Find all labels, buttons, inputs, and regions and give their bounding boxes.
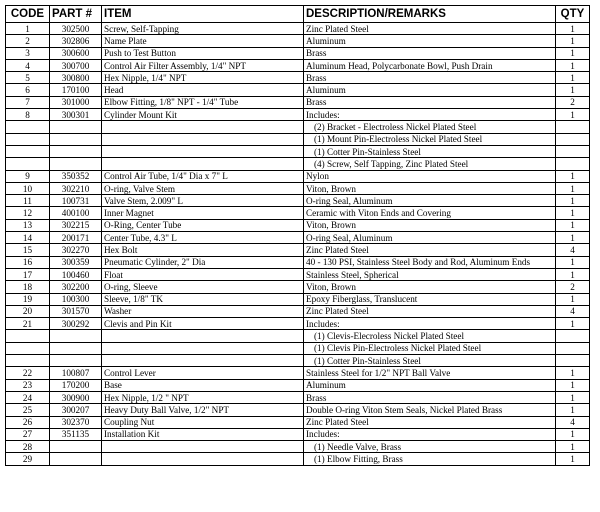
part-cell: 300292 [50,318,102,330]
item-cell [102,133,304,145]
table-row [6,232,590,244]
code-cell [6,342,50,354]
code-cell [6,145,50,157]
item-cell: Push to Test Button [102,47,304,59]
table-subrow [6,342,590,354]
qty-cell [556,342,590,354]
qty-cell: 1 [556,84,590,96]
description-cell: Ceramic with Viton Ends and Covering [304,207,556,219]
part-cell [50,158,102,170]
qty-cell: 1 [556,35,590,47]
code-cell: 19 [6,293,50,305]
part-cell: 200171 [50,232,102,244]
item-cell: Float [102,268,304,280]
part-cell: 300359 [50,256,102,268]
table-row [6,170,590,182]
description-cell: (1) Mount Pin-Electroless Nickel Plated Steel [304,133,556,145]
code-cell: 25 [6,404,50,416]
table-subrow [6,158,590,170]
qty-cell [556,145,590,157]
description-cell: Zinc Plated Steel [304,244,556,256]
qty-cell: 1 [556,256,590,268]
item-cell: Inner Magnet [102,207,304,219]
part-cell: 302500 [50,23,102,35]
code-cell [6,355,50,367]
description-cell: Zinc Plated Steel [304,416,556,428]
code-cell: 24 [6,391,50,403]
table-row [6,416,590,428]
qty-cell: 1 [556,109,590,121]
item-cell: Screw, Self-Tapping [102,23,304,35]
item-cell: Clevis and Pin Kit [102,318,304,330]
code-cell: 7 [6,96,50,108]
code-cell: 4 [6,59,50,71]
description-cell: (4) Screw, Self Tapping, Zinc Plated Steel [304,158,556,170]
item-cell: Pneumatic Cylinder, 2" Dia [102,256,304,268]
table-row [6,281,590,293]
item-cell [102,355,304,367]
description-cell: Brass [304,72,556,84]
description-cell: Stainless Steel for 1/2" NPT Ball Valve [304,367,556,379]
table-row [6,367,590,379]
qty-cell: 1 [556,182,590,194]
part-cell: 302200 [50,281,102,293]
qty-cell: 1 [556,23,590,35]
description-cell: Aluminum [304,379,556,391]
part-cell [50,342,102,354]
description-cell: Zinc Plated Steel [304,305,556,317]
qty-cell: 1 [556,219,590,231]
table-row [6,72,590,84]
part-cell: 100460 [50,268,102,280]
code-cell: 11 [6,195,50,207]
description-cell: Brass [304,96,556,108]
table-row [6,35,590,47]
qty-cell: 2 [556,96,590,108]
code-cell: 9 [6,170,50,182]
description-cell: (1) Elbow Fitting, Brass [304,453,556,465]
item-cell: Cylinder Mount Kit [102,109,304,121]
table-subrow [6,453,590,465]
description-cell: Includes: [304,428,556,440]
table-row [6,268,590,280]
qty-cell: 1 [556,391,590,403]
code-cell [6,330,50,342]
code-cell: 18 [6,281,50,293]
item-cell: Valve Stem, 2.009" L [102,195,304,207]
table-subrow [6,355,590,367]
part-cell [50,145,102,157]
item-cell: Coupling Nut [102,416,304,428]
part-cell [50,133,102,145]
description-cell: (1) Cotter Pin-Stainless Steel [304,355,556,367]
item-cell: Heavy Duty Ball Valve, 1/2" NPT [102,404,304,416]
part-cell [50,121,102,133]
code-cell: 29 [6,453,50,465]
item-header: ITEM [102,6,304,23]
description-cell: (1) Cotter Pin-Stainless Steel [304,145,556,157]
part-cell: 300700 [50,59,102,71]
item-cell: Control Air Filter Assembly, 1/4" NPT [102,59,304,71]
description-cell: 40 - 130 PSI, Stainless Steel Body and Rod, Aluminum Ends [304,256,556,268]
qty-cell: 4 [556,305,590,317]
code-cell: 26 [6,416,50,428]
table-row [6,109,590,121]
item-cell: Hex Nipple, 1/2 " NPT [102,391,304,403]
table-row [6,318,590,330]
qty-cell: 1 [556,72,590,84]
qty-cell: 2 [556,281,590,293]
header-row [6,6,590,23]
table-row [6,256,590,268]
item-cell: Head [102,84,304,96]
parts-table [5,5,590,466]
item-cell [102,453,304,465]
description-cell: Includes: [304,318,556,330]
item-cell: O-Ring, Center Tube [102,219,304,231]
part-cell [50,330,102,342]
item-cell: Installation Kit [102,428,304,440]
description-cell: O-ring Seal, Aluminum [304,232,556,244]
qty-cell: 1 [556,268,590,280]
part-cell [50,453,102,465]
description-cell: Aluminum [304,35,556,47]
code-cell [6,133,50,145]
table-row [6,305,590,317]
table-subrow [6,121,590,133]
code-cell: 1 [6,23,50,35]
table-subrow [6,145,590,157]
code-cell: 13 [6,219,50,231]
item-cell: O-ring, Valve Stem [102,182,304,194]
item-cell [102,121,304,133]
part-cell: 302215 [50,219,102,231]
description-cell: Aluminum Head, Polycarbonate Bowl, Push Drain [304,59,556,71]
item-cell: Hex Nipple, 1/4" NPT [102,72,304,84]
code-cell: 17 [6,268,50,280]
qty-cell: 1 [556,195,590,207]
item-cell: Control Air Tube, 1/4" Dia x 7" L [102,170,304,182]
description-cell: Brass [304,47,556,59]
item-cell [102,330,304,342]
description-cell: Epoxy Fiberglass, Translucent [304,293,556,305]
qty-cell [556,133,590,145]
code-cell: 28 [6,441,50,453]
item-cell [102,158,304,170]
code-cell: 5 [6,72,50,84]
parts-list [5,5,590,466]
description-header: DESCRIPTION/REMARKS [304,6,556,23]
code-cell: 27 [6,428,50,440]
code-header: CODE [6,6,50,23]
part-cell: 301570 [50,305,102,317]
qty-cell: 1 [556,170,590,182]
part-cell: 300900 [50,391,102,403]
table-row [6,84,590,96]
part-cell: 100731 [50,195,102,207]
description-cell: Brass [304,391,556,403]
item-cell: Name Plate [102,35,304,47]
description-cell: (2) Bracket - Electroless Nickel Plated Steel [304,121,556,133]
part-header: PART # [50,6,102,23]
description-cell: (1) Needle Valve, Brass [304,441,556,453]
qty-cell: 1 [556,404,590,416]
table-row [6,207,590,219]
part-cell: 302806 [50,35,102,47]
qty-cell: 1 [556,207,590,219]
code-cell: 14 [6,232,50,244]
item-cell [102,441,304,453]
table-subrow [6,441,590,453]
qty-cell: 1 [556,318,590,330]
code-cell [6,158,50,170]
code-cell: 20 [6,305,50,317]
part-cell: 351135 [50,428,102,440]
qty-cell: 1 [556,367,590,379]
qty-cell: 4 [556,244,590,256]
part-cell: 302270 [50,244,102,256]
item-cell [102,145,304,157]
part-cell: 302210 [50,182,102,194]
part-cell: 170200 [50,379,102,391]
parts-table-body [6,23,590,466]
code-cell: 10 [6,182,50,194]
part-cell: 300800 [50,72,102,84]
qty-cell: 1 [556,379,590,391]
description-cell: Aluminum [304,84,556,96]
code-cell: 6 [6,84,50,96]
table-row [6,23,590,35]
qty-cell: 1 [556,59,590,71]
part-cell: 170100 [50,84,102,96]
part-cell [50,355,102,367]
qty-cell: 1 [556,441,590,453]
qty-cell [556,355,590,367]
table-row [6,404,590,416]
qty-cell [556,158,590,170]
table-row [6,428,590,440]
description-cell: Viton, Brown [304,182,556,194]
table-row [6,379,590,391]
description-cell: Zinc Plated Steel [304,23,556,35]
table-subrow [6,330,590,342]
item-cell: Sleeve, 1/8" TK [102,293,304,305]
part-cell: 300600 [50,47,102,59]
description-cell: Stainless Steel, Spherical [304,268,556,280]
description-cell: Includes: [304,109,556,121]
qty-cell [556,121,590,133]
table-row [6,391,590,403]
table-row [6,96,590,108]
qty-cell: 1 [556,47,590,59]
code-cell [6,121,50,133]
part-cell: 300207 [50,404,102,416]
code-cell: 3 [6,47,50,59]
description-cell: Viton, Brown [304,219,556,231]
item-cell: Elbow Fitting, 1/8" NPT - 1/4" Tube [102,96,304,108]
qty-cell: 1 [556,293,590,305]
item-cell: Washer [102,305,304,317]
code-cell: 8 [6,109,50,121]
part-cell: 350352 [50,170,102,182]
qty-cell: 4 [556,416,590,428]
item-cell: O-ring, Sleeve [102,281,304,293]
code-cell: 12 [6,207,50,219]
table-subrow [6,133,590,145]
part-cell: 300301 [50,109,102,121]
qty-cell [556,330,590,342]
part-cell: 100300 [50,293,102,305]
part-cell: 302370 [50,416,102,428]
description-cell: Double O-ring Viton Stem Seals, Nickel Plated Brass [304,404,556,416]
description-cell: O-ring Seal, Aluminum [304,195,556,207]
part-cell: 301000 [50,96,102,108]
description-cell: Nylon [304,170,556,182]
code-cell: 16 [6,256,50,268]
item-cell: Control Lever [102,367,304,379]
code-cell: 23 [6,379,50,391]
code-cell: 21 [6,318,50,330]
part-cell: 100807 [50,367,102,379]
qty-cell: 1 [556,428,590,440]
table-row [6,47,590,59]
part-cell [50,441,102,453]
item-cell: Center Tube, 4.3" L [102,232,304,244]
item-cell: Base [102,379,304,391]
qty-cell: 1 [556,453,590,465]
table-row [6,59,590,71]
description-cell: (1) Clevis Pin-Electroless Nickel Plated Steel [304,342,556,354]
code-cell: 15 [6,244,50,256]
part-cell: 400100 [50,207,102,219]
table-row [6,182,590,194]
table-row [6,293,590,305]
code-cell: 22 [6,367,50,379]
item-cell [102,342,304,354]
code-cell: 2 [6,35,50,47]
item-cell: Hex Bolt [102,244,304,256]
table-row [6,219,590,231]
qty-cell: 1 [556,232,590,244]
table-row [6,195,590,207]
qty-header: QTY [556,6,590,23]
description-cell: (1) Clevis-Elecroless Nickel Plated Steel [304,330,556,342]
table-row [6,244,590,256]
description-cell: Viton, Brown [304,281,556,293]
